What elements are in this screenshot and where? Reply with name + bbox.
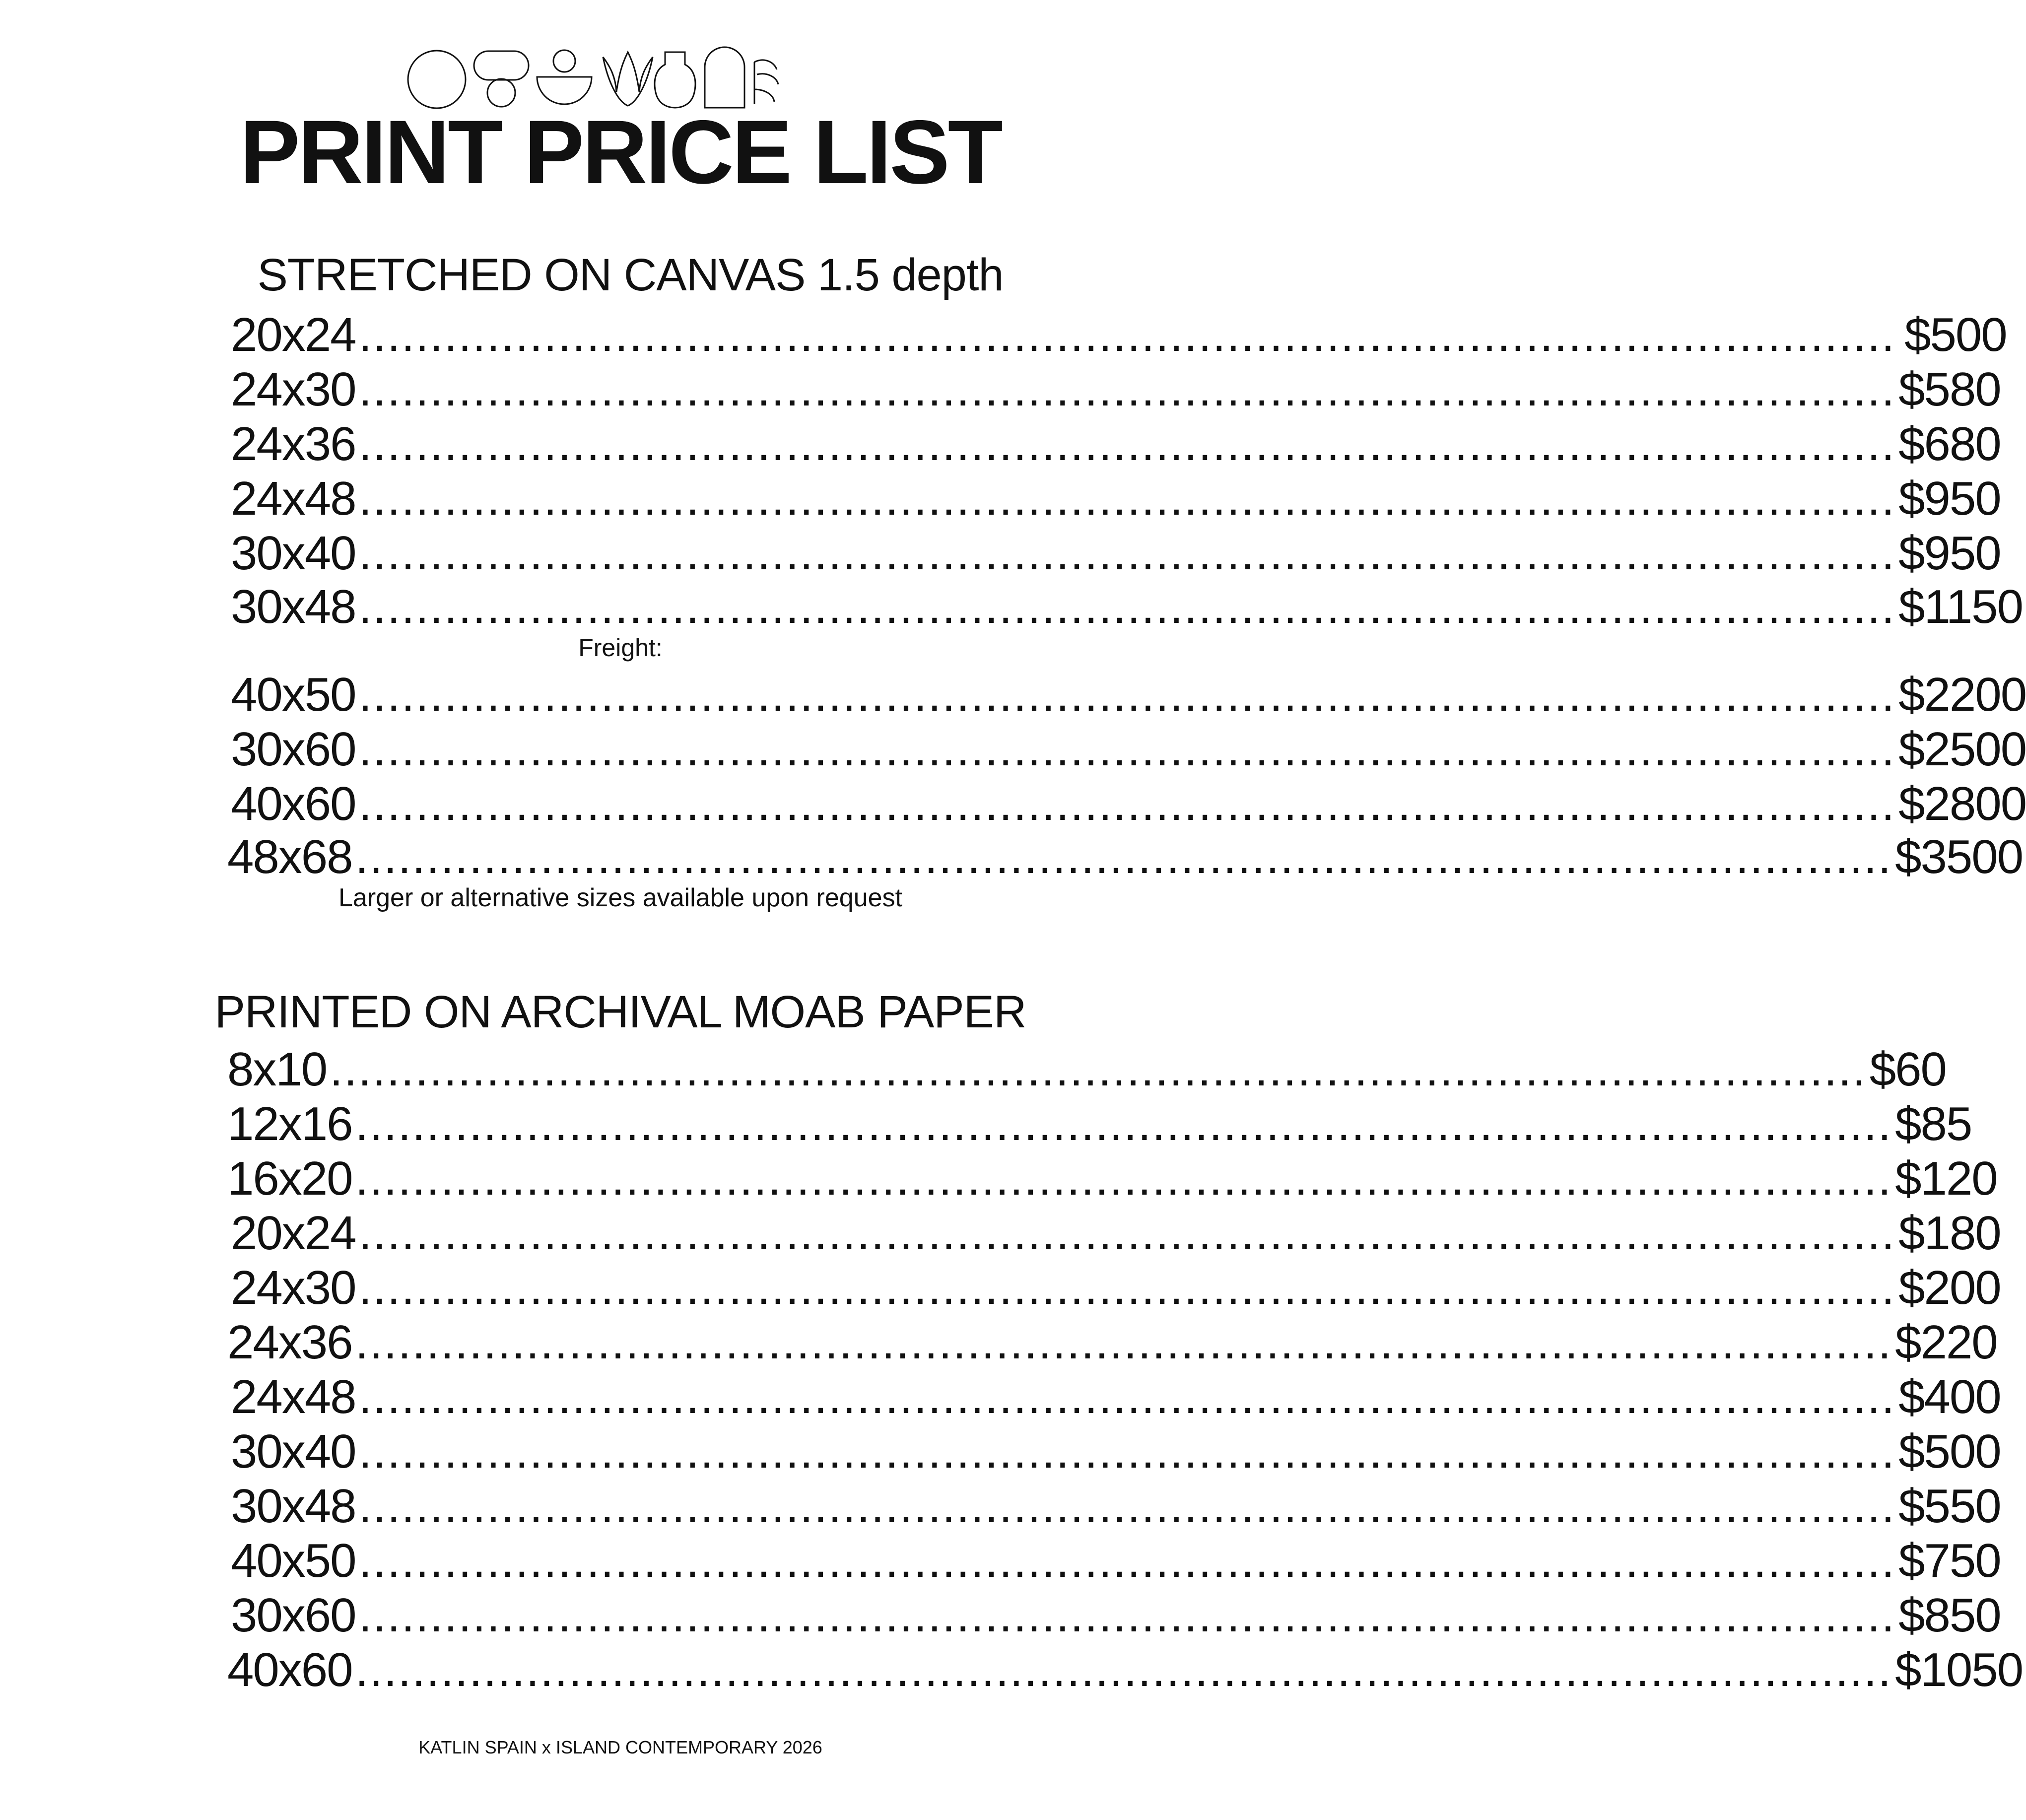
dot-leader: ............................................................................................................ [358,580,1896,633]
dot-leader: ............................................................................................................ [358,1589,1896,1642]
dot-leader: ............................................................................................................ [330,1043,1867,1096]
size-label: 30x60 [231,1589,356,1642]
price-row [231,1479,2001,1534]
dot-leader: ............................................................................................................ [358,1207,1896,1260]
dot-leader: ............................................................................................................ [355,1152,1892,1205]
price-value: $2800 [1898,777,2026,830]
size-label: 8x10 [227,1043,327,1096]
dot-leader: ............................................................................................................ [358,527,1896,580]
price-row [231,308,2007,362]
sizes-note: Larger or alternative sizes available upon request [338,883,902,912]
freight-label: Freight: [578,634,663,662]
price-row [227,1097,1972,1151]
size-label: 40x50 [231,1534,356,1587]
price-row [227,1643,2023,1697]
price-row [231,1588,2001,1643]
size-label: 24x48 [231,1370,356,1423]
price-row [227,1315,1997,1370]
dot-leader: ............................................................................................................ [358,308,1896,361]
size-label: 30x60 [231,723,356,776]
price-value: $550 [1898,1480,2001,1533]
price-row [227,1151,1997,1206]
price-value: $85 [1895,1097,1972,1150]
price-row [231,1206,2001,1261]
canvas-section-heading: STRETCHED ON CANVAS 1.5 depth [257,250,1004,300]
price-row [227,830,2023,884]
paper-section-heading: PRINTED ON ARCHIVAL MOAB PAPER [214,987,1026,1037]
price-row [231,580,2023,634]
price-value: $500 [1898,1425,2001,1478]
size-label: 30x48 [231,1480,356,1533]
price-value: $950 [1898,472,2001,525]
price-row [231,777,2026,831]
price-value: $180 [1898,1207,2001,1260]
size-label: 30x40 [231,527,356,580]
size-label: 12x16 [227,1097,352,1150]
dot-leader: ............................................................................................................ [355,1643,1892,1696]
price-row [231,472,2001,526]
price-value: $220 [1895,1316,1997,1369]
price-row [231,362,2001,417]
size-label: 24x48 [231,472,356,525]
size-label: 40x60 [231,777,356,830]
dot-leader: ............................................................................................................ [355,1097,1892,1150]
price-value: $60 [1869,1043,1946,1096]
dot-leader: ............................................................................................................ [358,1261,1896,1314]
price-value: $400 [1898,1370,2001,1423]
price-value: $500 [1904,308,2007,361]
dot-leader: ............................................................................................................ [358,668,1896,721]
size-label: 40x60 [227,1643,352,1696]
page-title: PRINT PRICE LIST [240,101,1001,202]
price-value: $120 [1895,1152,1997,1205]
dot-leader: ............................................................................................................ [358,472,1896,525]
size-label: 30x40 [231,1425,356,1478]
price-value: $2500 [1898,723,2026,776]
price-value: $200 [1898,1261,2001,1314]
price-value: $850 [1898,1589,2001,1642]
size-label: 30x48 [231,580,356,633]
dot-leader: ............................................................................................................ [358,363,1896,416]
dot-leader: ............................................................................................................ [358,777,1896,830]
size-label: 40x50 [231,668,356,721]
price-value: $1050 [1895,1643,2023,1696]
dot-leader: ............................................................................................................ [358,723,1896,776]
dot-leader: ............................................................................................................ [358,1425,1896,1478]
price-row [231,722,2026,777]
size-label: 24x36 [227,1316,352,1369]
dot-leader: ............................................................................................................ [358,1534,1896,1587]
dot-leader: ............................................................................................................ [358,417,1896,471]
price-row [231,526,2001,581]
price-value: $2200 [1898,668,2026,721]
price-row [227,1042,1946,1097]
price-row [231,1534,2001,1588]
size-label: 20x24 [231,308,356,361]
price-value: $3500 [1895,830,2023,883]
price-value: $750 [1898,1534,2001,1587]
price-row [231,668,2026,722]
price-value: $1150 [1898,580,2023,633]
dot-leader: ............................................................................................................ [358,1480,1896,1533]
price-value: $580 [1898,363,2001,416]
dot-leader: ............................................................................................................ [358,1370,1896,1423]
dot-leader: ............................................................................................................ [355,1316,1892,1369]
price-value: $680 [1898,417,2001,471]
size-label: 48x68 [227,830,352,883]
price-row [231,1370,2001,1424]
price-row [231,417,2001,472]
size-label: 16x20 [227,1152,352,1205]
price-row [231,1261,2001,1315]
footer-credit: KATLIN SPAIN x ISLAND CONTEMPORARY 2026 [418,1737,822,1757]
price-row [231,1424,2001,1479]
dot-leader: ............................................................................................................ [355,830,1892,883]
size-label: 20x24 [231,1207,356,1260]
price-value: $950 [1898,527,2001,580]
size-label: 24x30 [231,363,356,416]
size-label: 24x36 [231,417,356,471]
size-label: 24x30 [231,1261,356,1314]
